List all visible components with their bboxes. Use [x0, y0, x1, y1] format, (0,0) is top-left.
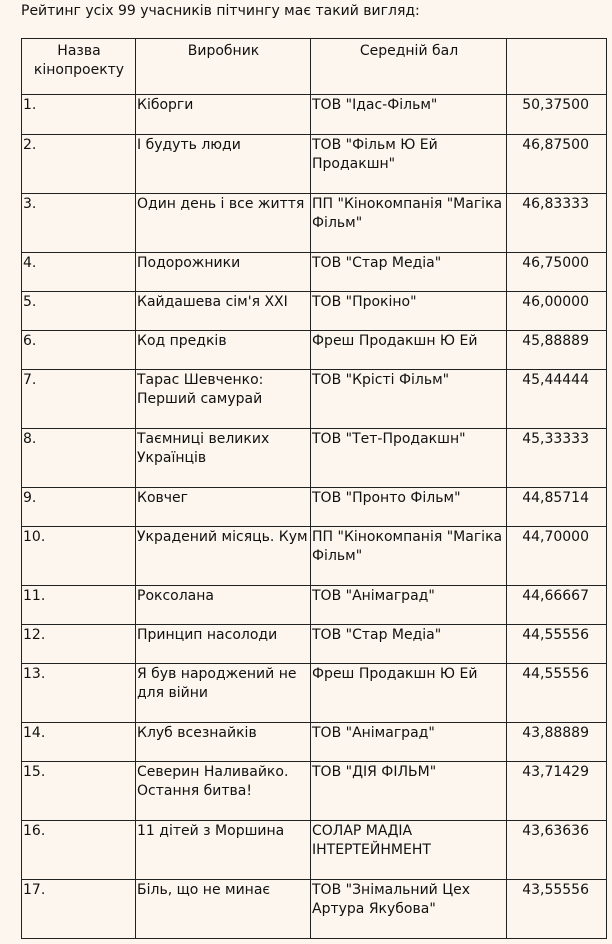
row-number: 8.: [22, 429, 136, 488]
row-number: 7.: [22, 370, 136, 429]
row-number: 5.: [22, 292, 136, 331]
row-number: 4.: [22, 253, 136, 292]
average-score: 43,88889: [507, 723, 607, 762]
table-row: [22, 135, 607, 194]
average-score: 44,55556: [507, 664, 607, 723]
row-number: 2.: [22, 135, 136, 194]
average-score: 45,33333: [507, 429, 607, 488]
table-row: [22, 331, 607, 370]
intro-text: Рейтинг усіх 99 учасників пітчингу має такий вигляд:: [21, 3, 420, 19]
table-row: [22, 95, 607, 135]
row-number: 15.: [22, 762, 136, 821]
film-title: Подорожники: [136, 253, 311, 292]
film-title: Украдений місяць. Кум: [136, 527, 311, 586]
table-row: [22, 370, 607, 429]
film-title: Я був народжений не для війни: [136, 664, 311, 723]
table-row: [22, 762, 607, 821]
average-score: 43,63636: [507, 821, 607, 880]
average-score: 45,88889: [507, 331, 607, 370]
row-number: 10.: [22, 527, 136, 586]
row-number: 13.: [22, 664, 136, 723]
producer: ТОВ "Ідас-Фільм": [311, 95, 507, 135]
film-title: Один день і все життя: [136, 194, 311, 253]
producer: ТОВ "Стар Медіа": [311, 625, 507, 664]
row-number: 9.: [22, 488, 136, 527]
average-score: 46,00000: [507, 292, 607, 331]
table-row: [22, 625, 607, 664]
row-number: 14.: [22, 723, 136, 762]
average-score: 43,71429: [507, 762, 607, 821]
producer: ТОВ "Крісті Фільм": [311, 370, 507, 429]
film-title: Северин Наливайко. Остання битва!: [136, 762, 311, 821]
row-number: 11.: [22, 586, 136, 625]
header-score: Середній бал: [311, 39, 507, 95]
film-title: Роксолана: [136, 586, 311, 625]
table-row: [22, 880, 607, 939]
film-title: Кіборги: [136, 95, 311, 135]
table-row: [22, 527, 607, 586]
producer: Фреш Продакшн Ю Ей: [311, 664, 507, 723]
average-score: 44,66667: [507, 586, 607, 625]
film-title: Кайдашева сім'я XXI: [136, 292, 311, 331]
producer: ТОВ "Фільм Ю Ей Продакшн": [311, 135, 507, 194]
table-row: [22, 429, 607, 488]
average-score: 45,44444: [507, 370, 607, 429]
header-producer: Виробник: [136, 39, 311, 95]
producer: ТОВ "Пронто Фільм": [311, 488, 507, 527]
table-row: [22, 723, 607, 762]
film-title: Тарас Шевченко: Перший самурай: [136, 370, 311, 429]
producer: ТОВ "Стар Медіа": [311, 253, 507, 292]
producer: ТОВ "Тет-Продакшн": [311, 429, 507, 488]
producer: ТОВ "Прокіно": [311, 292, 507, 331]
table-row: [22, 488, 607, 527]
average-score: 43,55556: [507, 880, 607, 939]
table-row: [22, 586, 607, 625]
film-title: І будуть люди: [136, 135, 311, 194]
producer: ПП "Кінокомпанія "Магіка Фільм": [311, 194, 507, 253]
row-number: 12.: [22, 625, 136, 664]
row-number: 3.: [22, 194, 136, 253]
producer: ТОВ "Анімаград": [311, 586, 507, 625]
average-score: 44,85714: [507, 488, 607, 527]
producer: СОЛАР МАДІА ІНТЕРТЕЙНМЕНТ: [311, 821, 507, 880]
header-title: Назва кінопроекту: [22, 39, 136, 95]
producer: ПП "Кінокомпанія "Магіка Фільм": [311, 527, 507, 586]
producer: ТОВ "Знімальний Цех Артура Якубова": [311, 880, 507, 939]
average-score: 44,55556: [507, 625, 607, 664]
producer: ТОВ "ДІЯ ФІЛЬМ": [311, 762, 507, 821]
table-row: [22, 664, 607, 723]
average-score: 50,37500: [507, 95, 607, 135]
table-row: [22, 253, 607, 292]
table-row: [22, 194, 607, 253]
table-header-row: [22, 39, 607, 95]
film-title: 11 дітей з Моршина: [136, 821, 311, 880]
average-score: 46,75000: [507, 253, 607, 292]
table-row: [22, 821, 607, 880]
row-number: 16.: [22, 821, 136, 880]
row-number: 6.: [22, 331, 136, 370]
film-title: Клуб всезнайків: [136, 723, 311, 762]
header-empty: [507, 39, 607, 95]
film-title: Таємниці великих Українців: [136, 429, 311, 488]
film-title: Принцип насолоди: [136, 625, 311, 664]
table-row: [22, 292, 607, 331]
film-title: Ковчег: [136, 488, 311, 527]
average-score: 46,87500: [507, 135, 607, 194]
row-number: 17.: [22, 880, 136, 939]
producer: ТОВ "Анімаград": [311, 723, 507, 762]
film-title: Код предків: [136, 331, 311, 370]
row-number: 1.: [22, 95, 136, 135]
average-score: 44,70000: [507, 527, 607, 586]
rating-table: [21, 38, 607, 939]
film-title: Біль, що не минає: [136, 880, 311, 939]
average-score: 46,83333: [507, 194, 607, 253]
producer: Фреш Продакшн Ю Ей: [311, 331, 507, 370]
